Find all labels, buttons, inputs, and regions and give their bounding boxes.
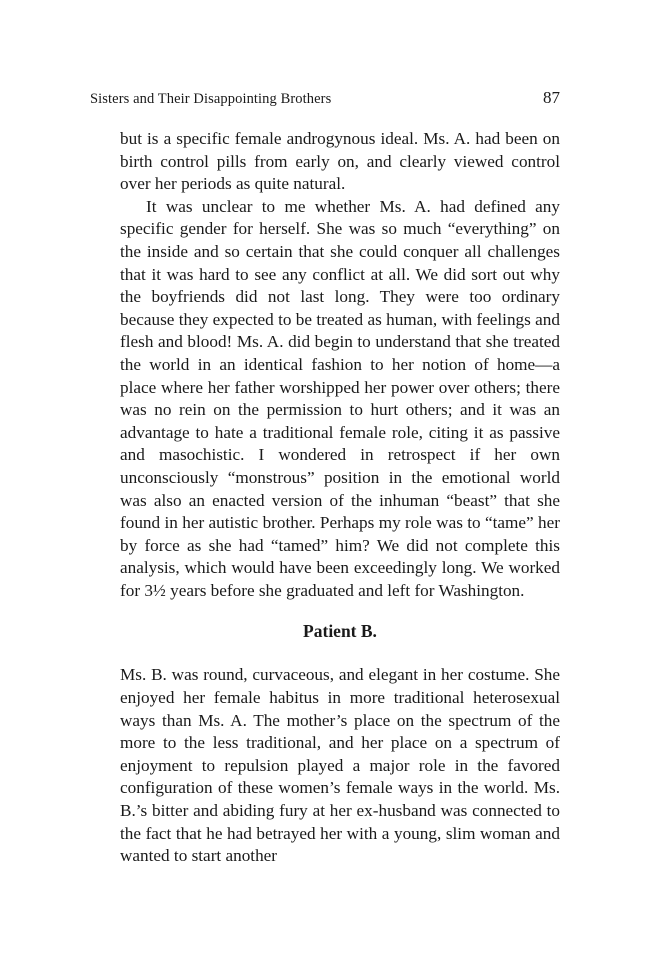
paragraph-ms-a: It was unclear to me whether Ms. A. had defined any specific gender for herself. She was so much “everything” on the inside and so certain that she could conquer all challenges that it was hard to see any conflict at all. We did sort out why the boyfriends did not last long. They were too ordinary because they expected to be treated as human, with feelings and flesh and blood! Ms. A. did begin to understand that she treated the world in an identical fashion to her notion of home—a place where her father worshipped her power over others; there was no rein on the permission to hurt others; and it was an advantage to hate a traditional female role, citing it as passive and masochistic. I wondered in retrospect if her own unconsciously “monstrous” position in the emotional world was also an enacted version of the inhuman “beast” that she found in her autistic brother. Perhaps my role was to “tame” her by force as she had “tamed” him? We did not complete this analysis, which would have been exceedingly long. We worked for 3½ years before she graduated and left for Washington.: [120, 196, 560, 600]
section-heading: Patient B.: [303, 621, 377, 642]
running-head-title: Sisters and Their Disappointing Brothers: [90, 91, 332, 107]
running-head: [90, 88, 560, 109]
body-text: [120, 128, 560, 868]
paragraph-continuation: but is a specific female androgynous ideal. Ms. A. had been on birth control pills from early on, and clearly viewed control over her periods as quite natural.: [120, 129, 560, 194]
paragraph-ms-b: Ms. B. was round, curvaceous, and elegant in her costume. She enjoyed her female habitus in more traditional heterosexual ways than Ms. A. The mother’s place on the spectrum of the more to the less traditional, and her place on a spectrum of enjoyment to repulsion played a major role in the favored configuration of these women’s female ways in the world. Ms. B.’s bitter and abiding fury at her ex-husband was connected to the fact that he had betrayed her with a young, slim woman and wanted to start another: [120, 665, 560, 866]
page-number: 87: [543, 88, 560, 107]
